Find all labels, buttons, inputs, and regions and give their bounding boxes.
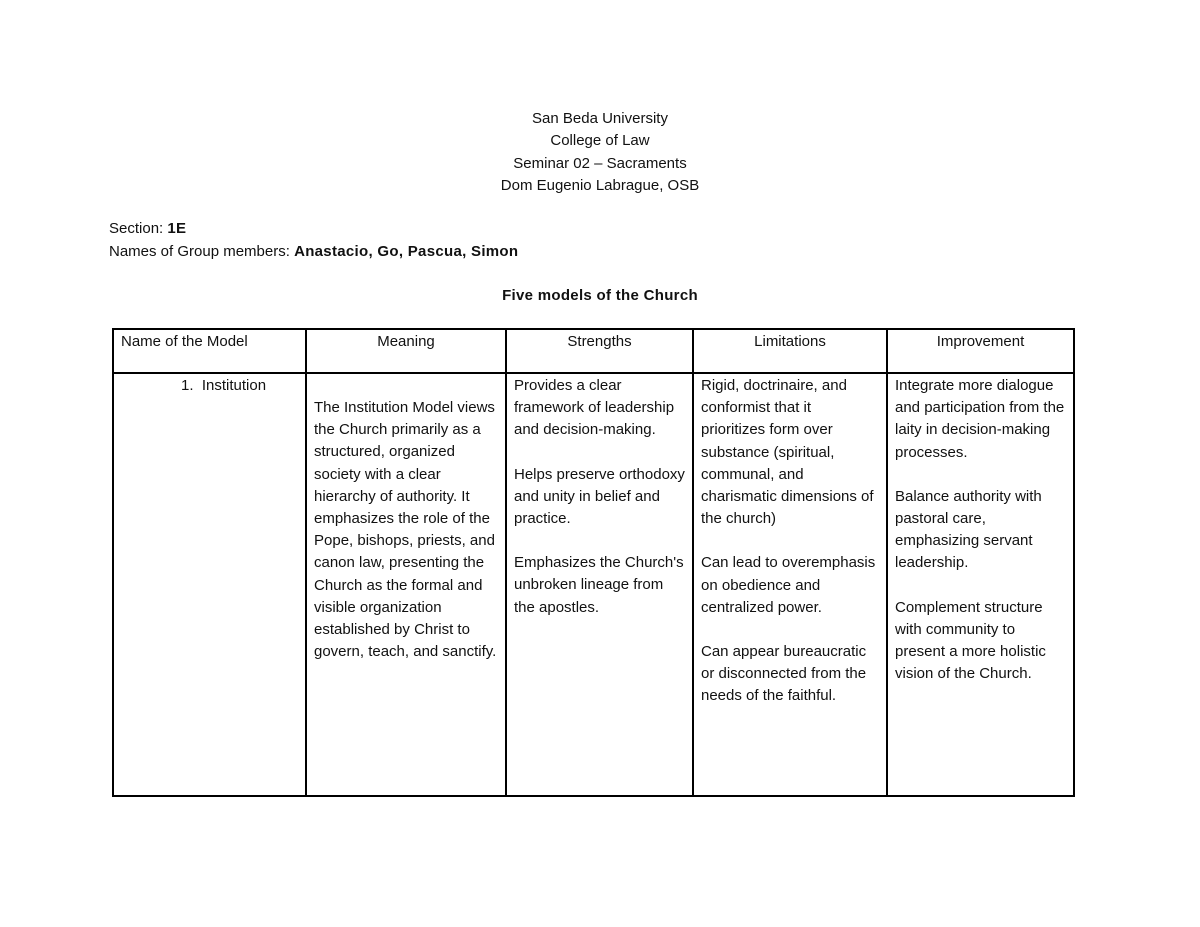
table-header-row xyxy=(113,329,1074,373)
limitation-item: Can lead to overemphasis on obedience and centralized power. xyxy=(701,554,876,616)
improvement-item: Balance authority with pastoral care, emphasizing servant leadership. xyxy=(895,487,1042,572)
seminar-title: Seminar 02 – Sacraments xyxy=(513,154,687,172)
models-table xyxy=(112,328,1075,797)
improvement-item: Integrate more dialogue and participation from the laity in decision-making processes. xyxy=(895,377,1065,461)
column-header-model: Name of the Model xyxy=(113,329,306,373)
limitations-cell xyxy=(693,373,887,796)
improvement-cell xyxy=(887,373,1074,796)
column-header-limitations: Limitations xyxy=(693,329,887,373)
members-line xyxy=(109,241,518,264)
column-header-strengths: Strengths xyxy=(506,329,693,373)
strength-item: Provides a clear framework of leadership and decision-making. xyxy=(514,377,675,439)
strength-item: Helps preserve orthodoxy and unity in belief and practice. xyxy=(514,465,685,528)
section-value: 1E xyxy=(167,220,187,237)
limitation-item: Can appear bureaucratic or disconnected from the needs of the faithful. xyxy=(701,643,867,705)
model-label: Institution xyxy=(201,377,267,394)
college-name: College of Law xyxy=(550,132,650,150)
university-name: San Beda University xyxy=(532,110,668,127)
section-label: Section: xyxy=(109,220,168,237)
table-row xyxy=(113,373,1074,796)
limitation-item: Rigid, doctrinaire, and conformist that it prioritizes form over substance (spiritual, communal, and charismatic dimensions of the church) xyxy=(701,377,874,528)
group-info xyxy=(109,218,518,264)
members-value: Anastacio, Go, Pascua, Simon xyxy=(294,243,519,260)
members-label: Names of Group members: xyxy=(109,243,295,260)
model-number: 1. xyxy=(181,377,194,394)
model-name xyxy=(121,375,298,397)
column-header-meaning: Meaning xyxy=(306,329,506,373)
meaning-cell xyxy=(306,373,506,796)
instructor-name: Dom Eugenio Labrague, OSB xyxy=(500,177,700,195)
column-header-improvement: Improvement xyxy=(887,329,1074,373)
improvement-item: Complement structure with community to present a more holistic vision of the Church. xyxy=(895,598,1046,683)
document-header xyxy=(0,108,1200,198)
table-title: Five models of the Church xyxy=(502,287,698,304)
strength-item: Emphasizes the Church's unbroken lineage from the apostles. xyxy=(514,554,684,616)
strengths-cell xyxy=(506,373,693,796)
model-name-cell xyxy=(113,373,306,796)
meaning-text: The Institution Model views the Church primarily as a structured, organized society with a clear hierarchy of authority. It emphasizes the role of the Pope, bishops, priests, and canon law, presenting the Church as the formal and visible organization established by Christ to govern, teach, and sanctify. xyxy=(314,399,497,661)
section-line xyxy=(109,218,518,241)
